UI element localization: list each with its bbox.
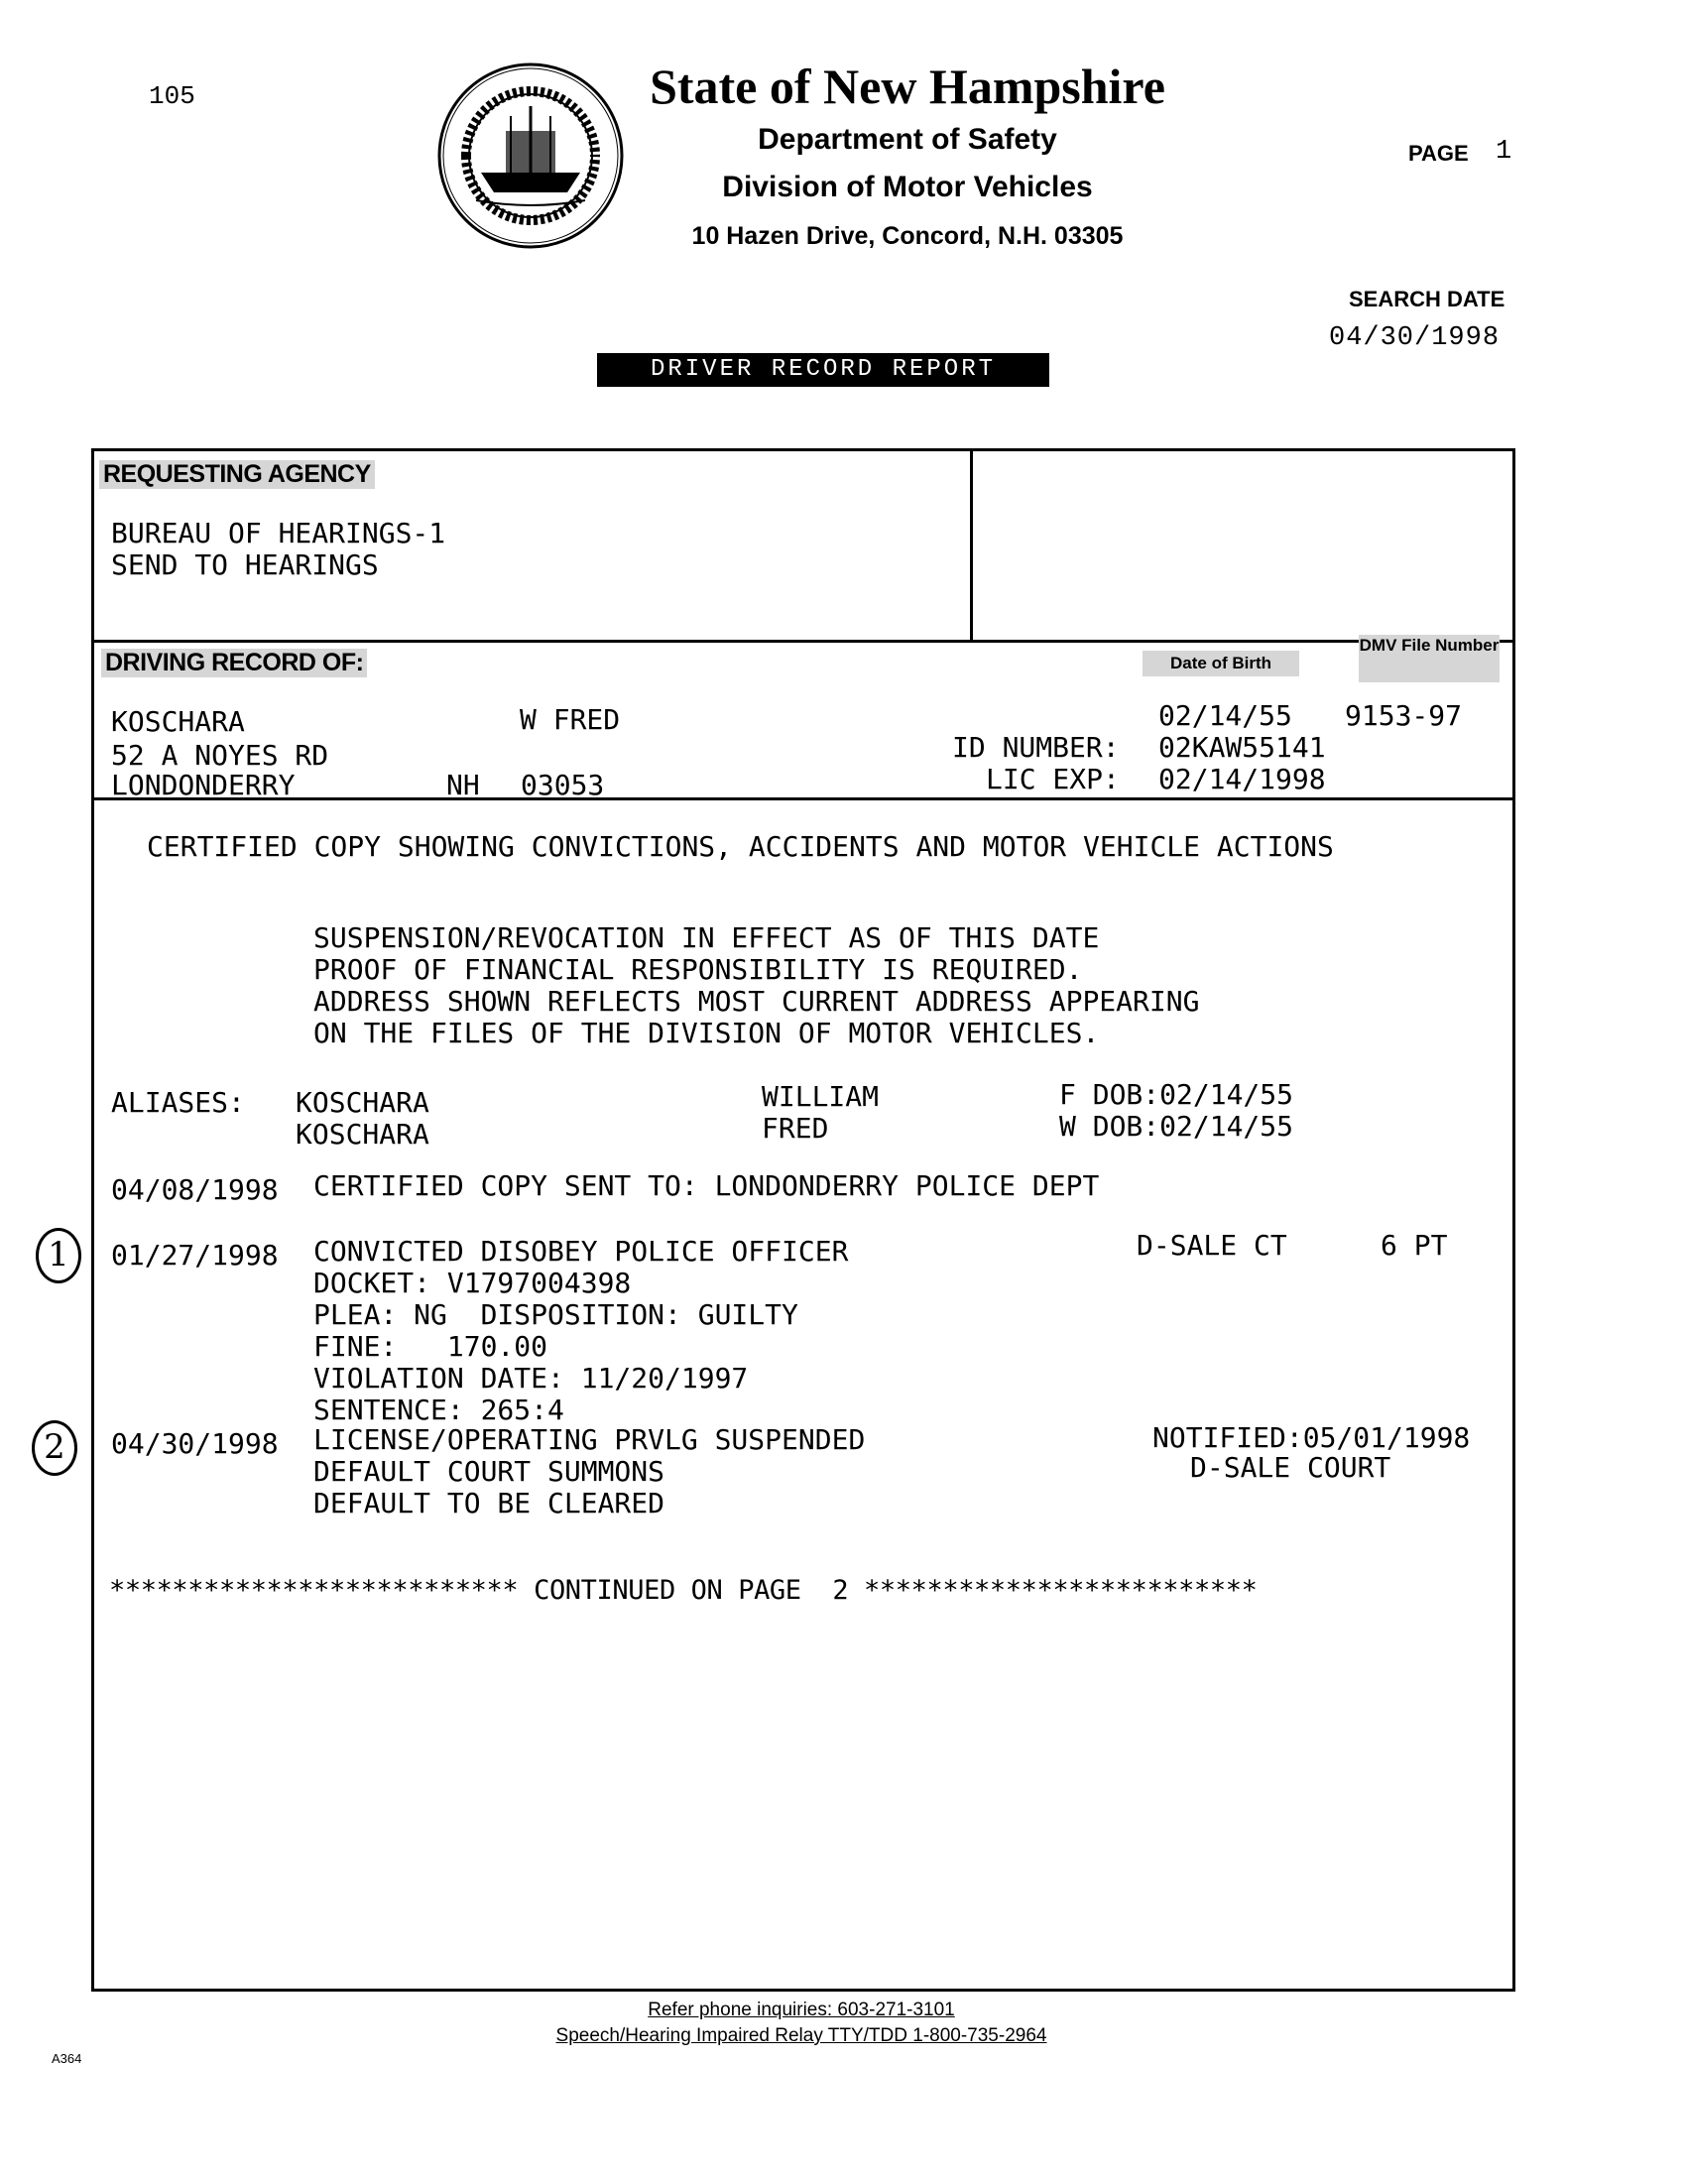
corner-page-number: 105 bbox=[149, 81, 195, 111]
state-seal-icon bbox=[436, 61, 625, 250]
entry-2-court: D-SALE COURT bbox=[1190, 1451, 1391, 1484]
lic-exp-label: LIC EXP: bbox=[986, 763, 1120, 795]
notice-line-1: SUSPENSION/REVOCATION IN EFFECT AS OF THIS DATE bbox=[313, 921, 1100, 954]
entry-1-line-2: DOCKET: V1797004398 bbox=[313, 1267, 632, 1299]
search-date-label: SEARCH DATE bbox=[1349, 287, 1505, 311]
entry-2-line-1: LICENSE/OPERATING PRVLG SUSPENDED bbox=[313, 1423, 866, 1456]
alias-2-last: KOSCHARA bbox=[296, 1118, 429, 1151]
dmv-file-column-label: DMV File Number bbox=[1359, 635, 1500, 682]
entry-1-line-4: FINE: 170.00 bbox=[313, 1330, 548, 1363]
driver-zip: 03053 bbox=[521, 769, 605, 801]
notice-line-4: ON THE FILES OF THE DIVISION OF MOTOR VEHICLES. bbox=[313, 1017, 1100, 1049]
entry-2-date: 04/30/1998 bbox=[111, 1427, 279, 1460]
dmv-file-number: 9153-97 bbox=[1345, 699, 1463, 732]
entry-2-notified: NOTIFIED:05/01/1998 bbox=[1152, 1421, 1471, 1454]
driver-city: LONDONDERRY bbox=[111, 769, 296, 801]
copy-sent-date: 04/08/1998 bbox=[111, 1173, 279, 1206]
lic-exp: 02/14/1998 bbox=[1158, 763, 1326, 795]
copy-sent-text: CERTIFIED COPY SENT TO: LONDONDERRY POLICE DEPT bbox=[313, 1169, 1100, 1202]
id-number: 02KAW55141 bbox=[1158, 731, 1326, 764]
division-name: Division of Motor Vehicles bbox=[722, 171, 1093, 203]
alias-2-first: FRED bbox=[762, 1112, 829, 1145]
alias-1-last: KOSCHARA bbox=[296, 1086, 429, 1119]
section-divider-2 bbox=[91, 797, 1515, 800]
handwritten-mark-1: 1 bbox=[36, 1228, 81, 1283]
entry-1-line-6: SENTENCE: 265:4 bbox=[313, 1394, 564, 1426]
phone-inquiries: Refer phone inquiries: 603-271-3101 bbox=[648, 2000, 955, 2020]
alias-1-first: WILLIAM bbox=[762, 1080, 880, 1113]
agency-divider bbox=[970, 448, 973, 643]
entry-1-line-3: PLEA: NG DISPOSITION: GUILTY bbox=[313, 1298, 798, 1331]
page-title: State of New Hampshire bbox=[650, 59, 1165, 114]
certified-copy-heading: CERTIFIED COPY SHOWING CONVICTIONS, ACCIDENTS AND MOTOR VEHICLE ACTIONS bbox=[147, 830, 1334, 863]
alias-2-dob: W DOB:02/14/55 bbox=[1059, 1110, 1294, 1143]
continued-on-page: ************************** CONTINUED ON PAGE 2 ************************* bbox=[109, 1575, 1258, 1606]
handwritten-mark-2: 2 bbox=[32, 1420, 77, 1476]
report-title-banner: DRIVER RECORD REPORT bbox=[597, 353, 1049, 387]
entry-1-points: 6 PT bbox=[1381, 1229, 1448, 1262]
requesting-agency-label: REQUESTING AGENCY bbox=[99, 460, 375, 489]
agency-line-2: SEND TO HEARINGS bbox=[111, 548, 379, 581]
department-name: Department of Safety bbox=[758, 123, 1057, 156]
agency-address: 10 Hazen Drive, Concord, N.H. 03305 bbox=[691, 222, 1124, 250]
record-frame bbox=[91, 448, 1515, 1992]
entry-1-line-1: CONVICTED DISOBEY POLICE OFFICER bbox=[313, 1235, 849, 1268]
aliases-label: ALIASES: bbox=[111, 1086, 245, 1119]
dob-column-label: Date of Birth bbox=[1143, 651, 1299, 676]
driver-street: 52 A NOYES RD bbox=[111, 739, 329, 772]
notice-line-2: PROOF OF FINANCIAL RESPONSIBILITY IS REQUIRED. bbox=[313, 953, 1083, 986]
page-label: PAGE bbox=[1408, 141, 1469, 166]
agency-line-1: BUREAU OF HEARINGS-1 bbox=[111, 517, 446, 549]
entry-2-line-3: DEFAULT TO BE CLEARED bbox=[313, 1487, 665, 1519]
relay-number: Speech/Hearing Impaired Relay TTY/TDD 1-800-735-2964 bbox=[555, 2025, 1047, 2046]
entry-1-line-5: VIOLATION DATE: 11/20/1997 bbox=[313, 1362, 749, 1395]
driver-dob: 02/14/55 bbox=[1158, 699, 1292, 732]
driver-state: NH bbox=[446, 769, 480, 801]
form-code: A364 bbox=[52, 2051, 82, 2066]
driving-record-label: DRIVING RECORD OF: bbox=[101, 649, 367, 677]
page-value: 1 bbox=[1496, 137, 1512, 167]
id-number-label: ID NUMBER: bbox=[952, 731, 1120, 764]
driver-first-name: W FRED bbox=[520, 703, 621, 736]
entry-2-line-2: DEFAULT COURT SUMMONS bbox=[313, 1455, 665, 1488]
driver-last-name: KOSCHARA bbox=[111, 705, 245, 738]
notice-line-3: ADDRESS SHOWN REFLECTS MOST CURRENT ADDRESS APPEARING bbox=[313, 985, 1200, 1018]
alias-1-dob: F DOB:02/14/55 bbox=[1059, 1078, 1294, 1111]
section-divider-1 bbox=[91, 640, 1515, 643]
entry-1-date: 01/27/1998 bbox=[111, 1239, 279, 1272]
search-date-value: 04/30/1998 bbox=[1329, 323, 1501, 353]
entry-1-court: D-SALE CT bbox=[1137, 1229, 1287, 1262]
